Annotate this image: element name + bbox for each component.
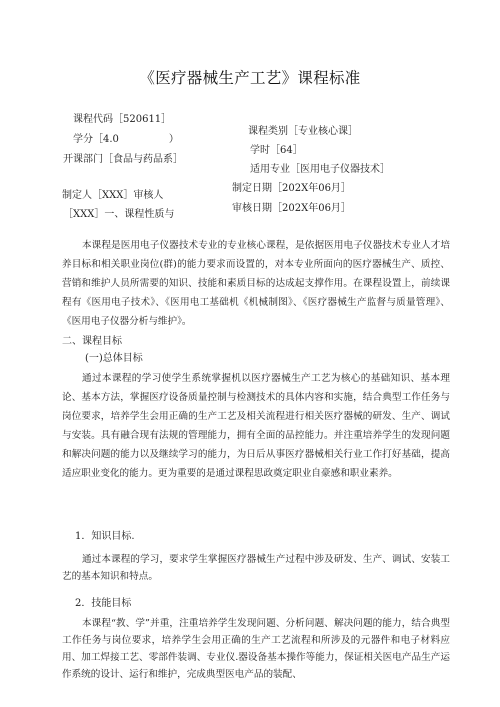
course-code: 课程代码［520611］ (73, 114, 172, 125)
skill-goals-paragraph: 本课程“教、学”并重，注重培养学生发现问题、分析问题、解决问题的能力，结合典型工作任务与岗位要求，培养学生会用正确的生产工艺流程和所涉及的元器件和电子材料应用、加工焊接工艺、零部件装调、专业仪.器设备基本操作等能力，保证相关医电产品生产运作系统的设计、运行和维护，完成典型医电产品的装配、 (62, 618, 450, 680)
overall-goals-paragraph: 通过本课程的学习使学生系统掌握机以医疗器械生产工艺为核心的基础知识、基本理论、基本方法，掌握医疗设备质量控制与检测技术的具体内容和实施，结合典型工作任务与岗位要求，培养学生会用正确的生产工艺及相关流程进行相关医疗器械的研发、生产、调试与安装。具有融合现有法规的管理能力，拥有全面的品控能力。并注重培养学生的发现问题和解决问题的能力以及继续学习的能力，为日后从事医疗器械相关行业工作打好基础，提高适应职业变化的能力。更为重要的是通过课程思政奠定职业自豪感和职业素养。 (62, 373, 450, 479)
document-title: 《医疗器械生产工艺》课程标准 (139, 69, 361, 87)
section-heading-course-goals: 二、课程目标 (62, 336, 122, 347)
skill-goals-heading: 2．技能目标 (75, 598, 132, 609)
course-hours: 学时［64］ (250, 145, 303, 156)
author-reviewer: 制定人［XXX］审核人 (62, 190, 164, 201)
review-date: 审核日期［202X年06月］ (232, 203, 351, 214)
course-type: 课程类别［专业核心课］ (248, 126, 358, 137)
course-nature-paragraph: 本课程是医用电子仪器技术专业的专业核心课程，是依据医用电子仪器技术专业人才培养目标和相关职业岗位(群)的能力要求而设置的，对本专业所面向的医疗器械生产、质控、营销和维护人员所需要的知识、技能和素质目标的达成起支撑作用。在课程设置上，前续课程有《医用电子技术》、《医用电工基础机《机械制图》、《医疗器械生产监督与质量管理》、《医用电子仪器分析与维护》。 (62, 240, 450, 327)
subsection-heading-overall-goals: (一)总体目标 (85, 353, 143, 364)
knowledge-goals-heading: 1．知识目标. (75, 531, 135, 542)
reviewer-section1: ［XXX］一、课程性质与 (63, 209, 175, 220)
course-department: 开课部门［食品与药品系］ (63, 154, 183, 165)
applicable-major: 适用专业［医用电子仪器技术］ (250, 164, 390, 175)
course-credits: 学分［4.0 ） (73, 134, 179, 145)
made-date: 制定日期［202X年06月］ (232, 183, 351, 194)
knowledge-goals-paragraph: 通过本课程的学习，要求学生掌握医疗器械生产过程中涉及研发、生产、调试、安装工艺的基本知识和特点。 (62, 554, 450, 582)
